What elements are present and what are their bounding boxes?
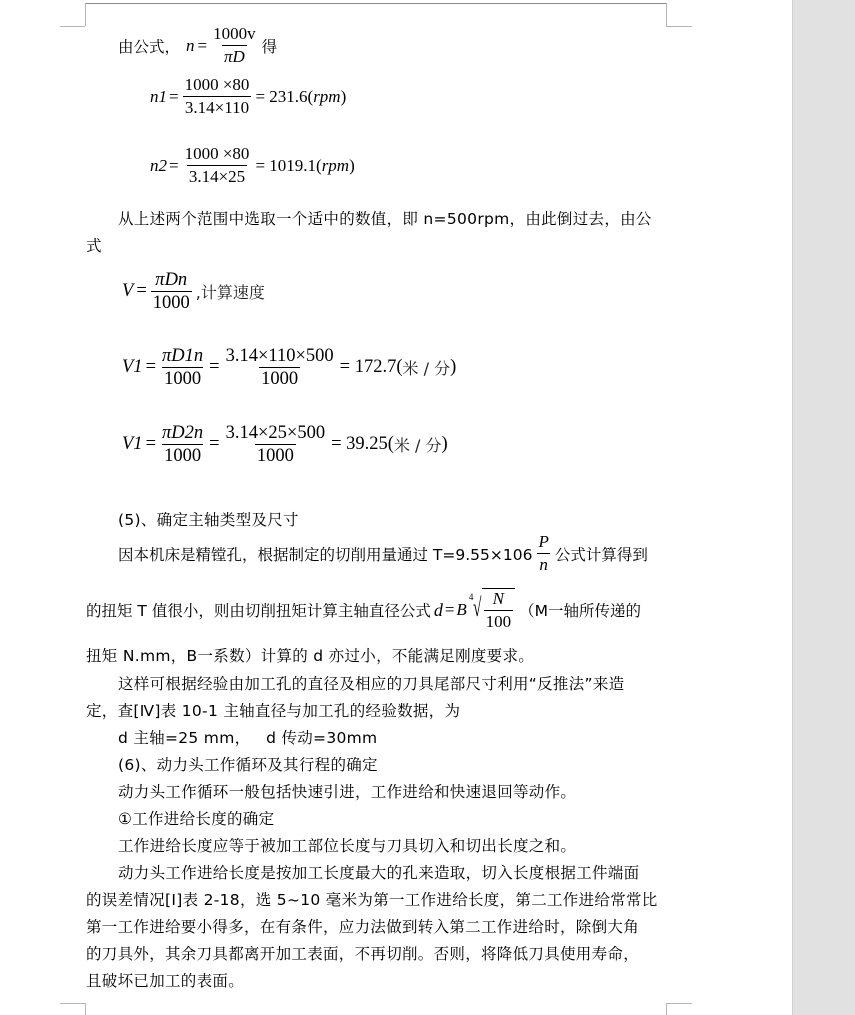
spindle-dimensions: d 主轴=25 mm， d 传动=30mm xyxy=(118,729,378,747)
section-heading-6: (6)、动力头工作循环及其行程的确定 xyxy=(118,756,378,774)
paragraph-select-speed-line2: 式 xyxy=(86,237,102,255)
corner-mark-bottom-right-h xyxy=(666,1003,692,1004)
fraction: $\frac{P}{n}$ xyxy=(538,532,549,574)
fraction: $\frac{\pi D2n}{1000}$ xyxy=(162,423,204,466)
fraction: $\frac{1000 \times 80}{3.14\times 110}$ xyxy=(184,75,250,117)
paragraph-torque-line2: 的扭矩 T 值很小，则由切削扭矩计算主轴直径公式 d = B 4 √ $\frac{N}{100}$ （M一轴所传递的 xyxy=(86,589,641,631)
formula-v: V = $\frac{\text{πDn}}{1000}$ ,计算速度 xyxy=(122,270,265,313)
paragraph-feed-line: 且破坏已加工的表面。 xyxy=(86,972,245,990)
paragraph-feed-line: 第一工作进给要小得多，在有条件，应力法做到转入第二工作进给时，除倒大角 xyxy=(86,918,640,936)
formula-v2: V1 = $\frac{\pi D2n}{1000}$ = $\frac{3.14\times 25\times 500}{1000}$ = 39.25( 米 / 分 ) xyxy=(122,423,448,466)
fraction: $\frac{3.14\times 25\times 500}{1000}$ xyxy=(225,423,326,466)
corner-mark-top-left-v xyxy=(85,3,86,26)
paragraph-select-speed-line1: 从上述两个范围中选取一个适中的数值，即 n=500rpm，由此倒过去，由公 xyxy=(118,210,652,228)
formula-n1: n1 = $\frac{1000 \times 80}{3.14\times 110}$ = 231.6( rpm ) xyxy=(150,75,347,117)
formula-v1: V1 = $\frac{\pi D1n}{1000}$ = $\frac{3.14\times 110\times 500}{1000}$ = 172.7( 米 / 分 ) xyxy=(122,346,457,389)
fraction: $\frac{\pi D1n}{1000}$ xyxy=(162,346,204,389)
paragraph-reverse-line1: 这样可根据经验由加工孔的直径及相应的刀具尾部尺寸利用“反推法”来造 xyxy=(118,675,625,693)
fraction: $\frac{3.14\times 110\times 500}{1000}$ xyxy=(225,346,334,389)
paragraph-feed-line: 的刀具外，其余刀具都离开加工表面，不再切削。否则，将降低刀具使用寿命， xyxy=(86,945,640,963)
corner-mark-bottom-left-v xyxy=(85,1003,86,1015)
formula-n2: n2 = $\frac{1000 \times 80}{3.14\times 25}$ = 1019.1( rpm ) xyxy=(150,144,355,186)
fourth-root: 4 √ $\frac{N}{100}$ xyxy=(469,588,515,632)
fraction: $\frac{1000 \times 80}{3.14\times 25}$ xyxy=(184,144,250,186)
paragraph-feed-line: 动力头工作进给长度是按加工长度最大的孔来造取，切入长度根据工件端面 xyxy=(118,864,640,882)
section-heading-5: (5)、确定主轴类型及尺寸 xyxy=(118,511,299,529)
fraction: $\frac{1000v}{\pi D}$ xyxy=(213,24,256,66)
corner-mark-bottom-left-h xyxy=(60,1003,85,1004)
paragraph-feed-sum: 工作进给长度应等于被加工部位长度与刀具切入和切出长度之和。 xyxy=(118,837,577,855)
page-top-edge xyxy=(85,3,667,4)
corner-mark-top-right-h xyxy=(666,26,692,27)
corner-mark-top-right-v xyxy=(666,3,667,26)
paragraph-reverse-line2: 定，查[Ⅳ]表 10-1 主轴直径与加工孔的经验数据，为 xyxy=(86,702,461,720)
corner-mark-top-left-h xyxy=(60,26,85,27)
corner-mark-bottom-right-v xyxy=(666,1003,667,1015)
paragraph-cycle: 动力头工作循环一般包括快速引进，工作进给和快速退回等动作。 xyxy=(118,783,577,801)
paragraph-feed-line: 的误差情况[I]表 2-18，选 5~10 毫米为第一工作进给长度，第二工作进给常常比 xyxy=(86,891,658,909)
right-gray-panel xyxy=(792,0,855,1015)
fraction: $\frac{N}{100}$ xyxy=(485,589,512,631)
subheading-feed-length: ①工作进给长度的确定 xyxy=(118,810,275,828)
formula-n-intro: 由公式， n = $\frac{1000v}{\pi D}$ 得 xyxy=(118,24,278,66)
fraction: $\frac{\text{πDn}}{1000}$ xyxy=(152,270,190,313)
paragraph-torque-line1: 因本机床是精镗孔，根据制定的切削用量通过 T=9.55×106 $\frac{P}{n}$ 公式计算得到 xyxy=(118,532,648,574)
paragraph-torque-line3: 扭矩 N.mm，B一系数）计算的 d 亦过小，不能满足刚度要求。 xyxy=(86,647,535,665)
